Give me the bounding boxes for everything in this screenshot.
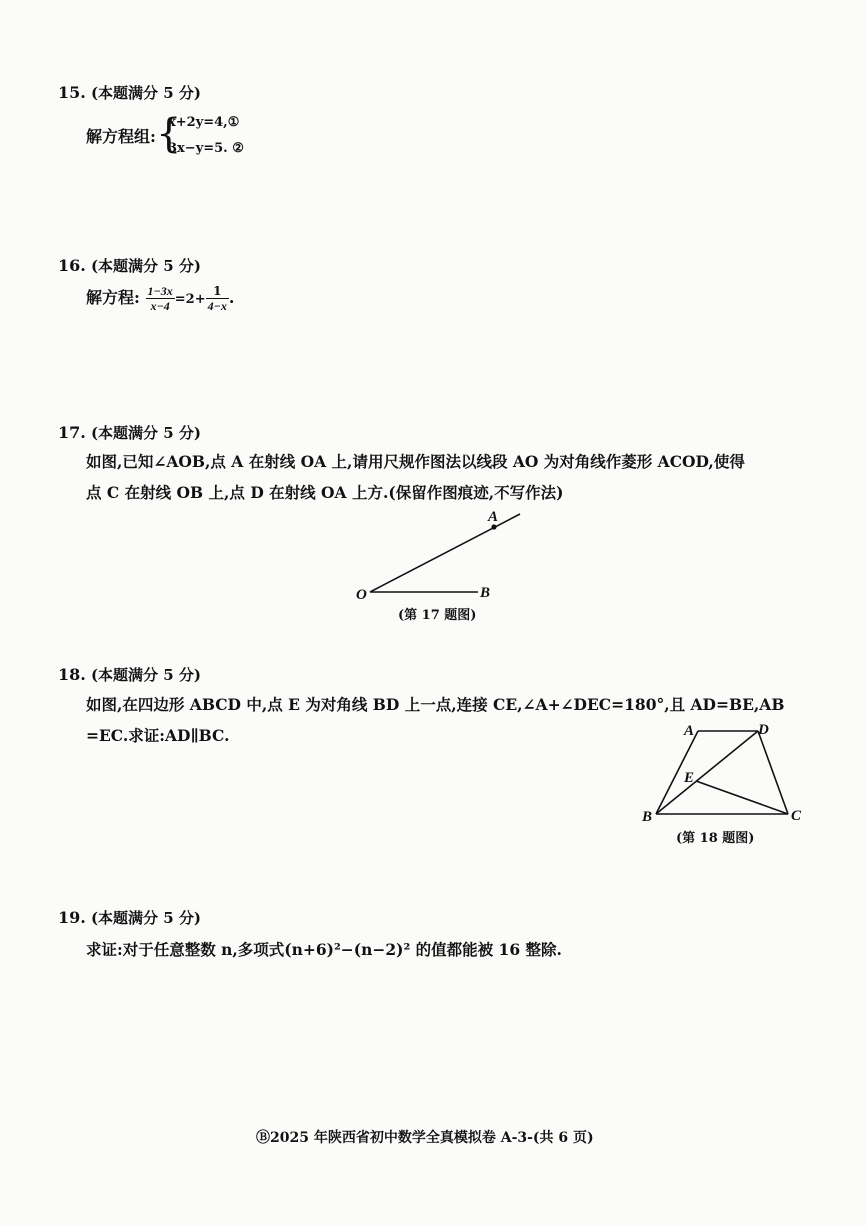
label-a: A — [488, 509, 499, 525]
seg-dc — [758, 731, 788, 814]
q18-score: (本题满分 5 分) — [90, 666, 202, 684]
page-footer: Ⓑ2025 年陕西省初中数学全真模拟卷 A-3-(共 6 页) — [256, 1130, 594, 1146]
q16-frac2-numerator: 1 — [206, 284, 229, 299]
q15-score: (本题满分 5 分) — [90, 84, 202, 102]
label-b: B — [642, 809, 653, 825]
q19-text-line1: 求证:对于任意整数 n,多项式(n+6)²−(n−2)² 的值都能被 16 整除. — [86, 940, 562, 959]
q17-figure — [340, 500, 540, 610]
q17-caption: (第 17 题图) — [398, 608, 477, 623]
label-a: A — [684, 723, 695, 739]
q18-figure — [636, 716, 816, 828]
q16-prompt: 解方程: — [86, 288, 140, 307]
q16-equation — [86, 284, 234, 313]
q16-end: . — [228, 288, 235, 307]
point-a — [491, 524, 496, 529]
label-c: C — [791, 808, 802, 824]
label-d: D — [758, 722, 769, 738]
q19-number: 19. — [58, 908, 86, 927]
label-b: B — [480, 585, 491, 601]
q16-middle: =2+ — [174, 292, 206, 307]
q16-header — [58, 255, 201, 276]
q15-header — [58, 82, 201, 103]
q18-text-line1: 如图,在四边形 ABCD 中,点 E 为对角线 BD 上一点,连接 CE,∠A+∠DEC=180°,且 AD=BE,AB — [86, 695, 785, 714]
q16-fraction-right — [206, 284, 229, 313]
q15-number: 15. — [58, 83, 86, 102]
q16-frac2-denominator: 4−x — [207, 299, 227, 313]
q15-eq1: x+2y=4,① — [168, 115, 240, 130]
ray-oa — [370, 514, 520, 592]
label-e: E — [684, 770, 695, 786]
q16-frac1-denominator: x−4 — [150, 299, 170, 313]
q18-number: 18. — [58, 665, 86, 684]
q19-score: (本题满分 5 分) — [90, 909, 202, 927]
q15-brace: { — [156, 111, 182, 157]
q15-eq2: 3x−y=5. ② — [168, 141, 244, 156]
label-o: O — [356, 587, 367, 603]
q19-header — [58, 907, 201, 928]
seg-bd — [656, 731, 758, 814]
q17-text-line2: 点 C 在射线 OB 上,点 D 在射线 OA 上方.(保留作图痕迹,不写作法) — [86, 483, 564, 502]
q17-text-line1: 如图,已知∠AOB,点 A 在射线 OA 上,请用尺规作图法以线段 AO 为对角线作菱形 ACOD,使得 — [86, 452, 745, 471]
q16-fraction-left — [146, 284, 175, 313]
q16-number: 16. — [58, 256, 86, 275]
q17-score: (本题满分 5 分) — [90, 424, 202, 442]
q18-header — [58, 664, 201, 685]
q17-number: 17. — [58, 423, 86, 442]
seg-ec — [696, 781, 788, 814]
q15-prompt: 解方程组: — [86, 127, 156, 146]
q18-text-line2: =EC.求证:AD∥BC. — [86, 726, 230, 745]
q18-caption: (第 18 题图) — [676, 831, 755, 846]
q16-frac1-numerator: 1−3x — [147, 284, 173, 298]
q17-header — [58, 422, 201, 443]
q16-score: (本题满分 5 分) — [90, 257, 202, 275]
